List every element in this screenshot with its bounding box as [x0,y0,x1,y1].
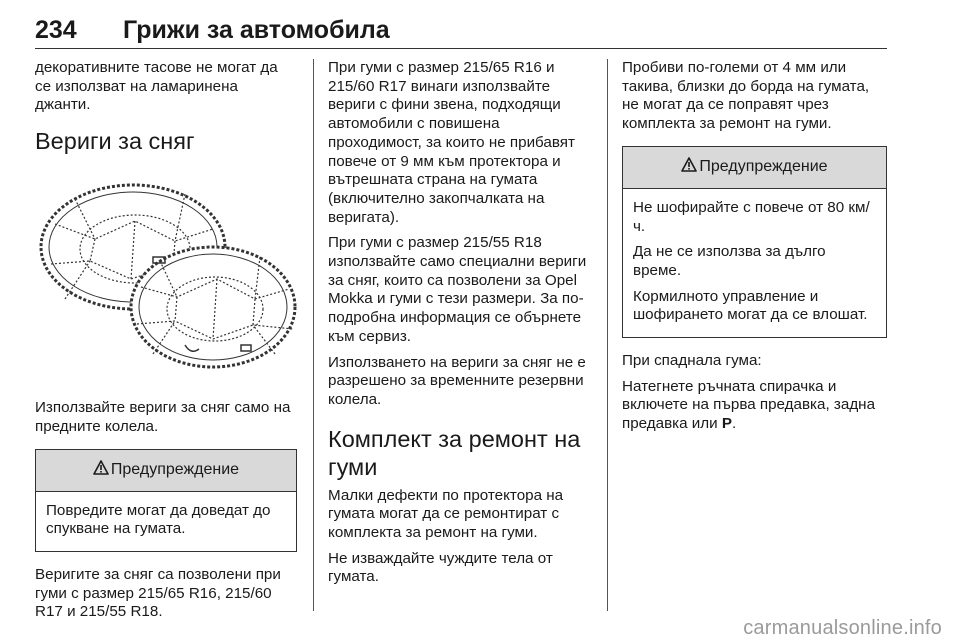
column-left [35,59,297,629]
punctures-paragraph: Пробиви по-големи от 4 мм или такива, близки до борда на гумата, не могат да се поправят чрез комплекта за ремонт на гуми. [622,59,870,133]
snow-chains-illustration [35,169,297,383]
section-heading-snow-chains: Вериги за сняг [35,128,195,155]
header-rule [35,48,887,49]
page-header [35,16,885,46]
intro-paragraph: декоративните тасове не могат да се използват на ламаринена джанти. [35,59,278,114]
snow-chains-image [35,169,297,383]
warning-header [36,450,296,492]
fine-links-paragraph: При гуми с размер 215/65 R16 и 215/60 R17 винаги използвайте вериги с фини звена, подходящи автомобили с повишена проходимост, за които не прибавят повече от 9 мм към протектора и вътрешната страна на гумата (включително закопчалката на веригата). [328,59,575,226]
warning-triangle-icon [681,157,697,177]
handbrake-paragraph [622,378,887,434]
warning-duration-text: Да не се използва за дълго време. [633,243,826,279]
handbrake-text-end: . [732,415,737,433]
allowed-sizes-paragraph: Веригите за сняг са позволени при гуми с размер 215/65 R16, 215/60 R17 и 215/55 R18. [35,565,281,621]
warning-header [623,147,886,189]
column-divider [607,59,608,611]
foreign-objects-paragraph: Не изваждайте чуждите тела от гумата. [328,549,553,586]
column-divider [313,59,314,611]
spare-wheel-paragraph: Използването на вериги за сняг не е разрешено за временните резервни колела. [328,353,586,408]
warning-triangle-icon [93,460,109,480]
running-title: Грижи за автомобила [123,16,390,44]
warning-title: Предупреждение [699,158,828,176]
handbrake-text: Натегнете ръчната спирачка и включете на първа предавка, задна предавка или [622,377,876,433]
front-wheels-paragraph: Използвайте вериги за сняг само на предните колела. [35,399,291,435]
page-number: 234 [35,16,77,44]
warning-box [35,449,297,552]
warning-body [36,492,296,551]
column-middle [328,59,596,594]
flat-tyre-paragraph: При спаднала гума: [622,352,762,370]
warning-text: Повредите могат да доведат до спукване на гумата. [46,501,271,538]
warning-body [623,189,886,337]
warning-speed-text: Не шофирайте с повече от 80 км/ч. [633,198,870,235]
small-defects-paragraph: Малки дефекти по протектора на гумата могат да се ремонтират с комплекта за ремонт на гуми. [328,486,564,542]
special-chains-paragraph: При гуми с размер 215/55 R18 използвайте само специални вериги за сняг, които са позволени за Opel Mokka и гуми с тези размери. За по-подробна информация се обърнете към сервиз. [328,234,587,345]
warning-title: Предупреждение [110,461,240,479]
park-gear-label: P [721,415,732,433]
column-right [622,59,887,441]
watermark: carmanualsonline.info [743,617,942,639]
warning-box [622,146,887,338]
warning-steering-text: Кормилното управление и шофирането могат да се влошат. [633,287,868,324]
section-heading-repair-kit: Комплект за ремонт на гуми [328,425,581,480]
